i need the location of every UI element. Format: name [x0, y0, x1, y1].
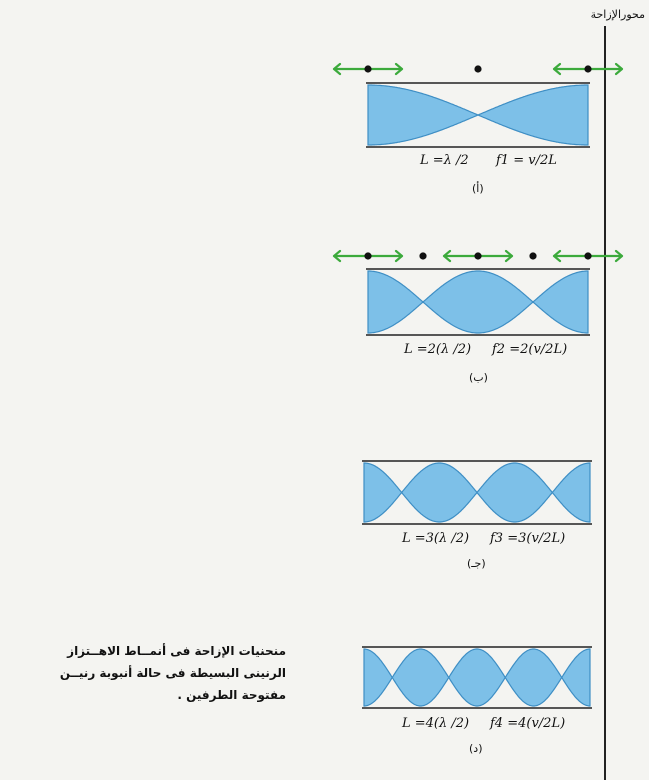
panel-label-b: (ب): [469, 371, 488, 384]
particle-dot: [474, 252, 481, 259]
node-dot: [529, 252, 536, 259]
length-formula-mode-3: L =3(λ /2): [402, 531, 470, 546]
particle-dot: [584, 65, 591, 72]
panel-label-c: (جـ): [467, 557, 486, 570]
tube-diagram-mode-1: [320, 55, 620, 155]
length-formula-mode-4: L =4(λ /2): [402, 716, 470, 731]
length-formula-mode-2: L =2(λ /2): [404, 342, 472, 357]
node-dot: [474, 65, 481, 72]
panel-label-a: (أ): [472, 182, 484, 195]
caption-line-2: الرنينى البسيطة فى حالة أنبوبة رنيــن: [59, 666, 286, 680]
caption-line-1: منحنيات الإزاحة فى أنمــاط الاهــتزاز: [67, 644, 286, 658]
tube-diagram-mode-4: [320, 630, 620, 730]
displacement-axis-title: محورالإزاحة: [590, 8, 645, 21]
displacement-envelope: [364, 649, 590, 706]
panel-label-d: (د): [469, 742, 483, 755]
frequency-formula-mode-3: f3 =3(v/2L): [490, 531, 566, 546]
tube-diagram-mode-3: [320, 445, 620, 545]
particle-dot: [364, 252, 371, 259]
frequency-formula-mode-1: f1 = v/2L: [496, 153, 557, 168]
caption-line-3: مفتوحة الطرفين .: [177, 688, 286, 702]
particle-dot: [584, 252, 591, 259]
particle-dot: [364, 65, 371, 72]
displacement-envelope: [368, 85, 588, 145]
tube-diagram-mode-2: [320, 242, 620, 342]
frequency-formula-mode-4: f4 =4(v/2L): [490, 716, 566, 731]
displacement-envelope: [368, 271, 588, 333]
node-dot: [419, 252, 426, 259]
figure-caption: [59, 640, 286, 706]
frequency-formula-mode-2: f2 =2(v/2L): [492, 342, 568, 357]
displacement-envelope: [364, 463, 590, 522]
length-formula-mode-1: L =λ /2: [420, 153, 469, 168]
